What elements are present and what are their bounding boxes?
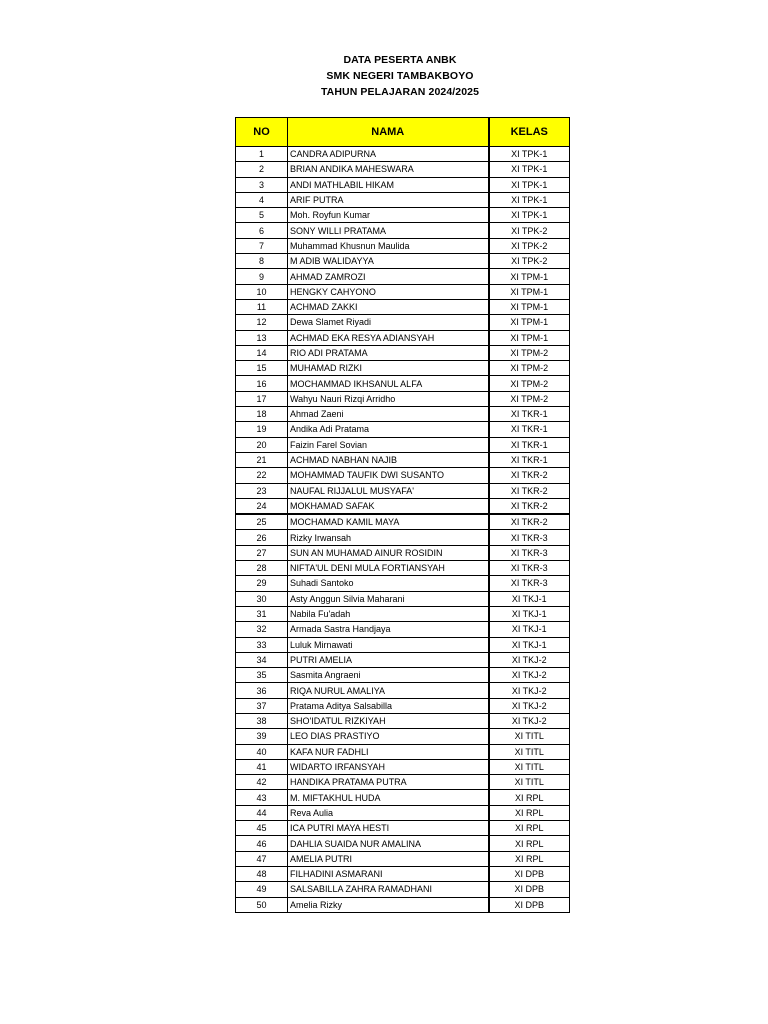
- table-row: [236, 561, 570, 576]
- table-row: [236, 407, 570, 422]
- table-row: [236, 498, 570, 514]
- class-cell: XI TPK-1: [489, 192, 570, 207]
- table-row: [236, 437, 570, 452]
- row-number-cell: 44: [236, 805, 288, 820]
- row-number-cell: 17: [236, 391, 288, 406]
- class-cell: XI TKR-3: [489, 530, 570, 545]
- student-name-cell: Dewa Slamet Riyadi: [288, 315, 489, 330]
- class-cell: XI TPK-1: [489, 147, 570, 162]
- student-name-cell: LEO DIAS PRASTIYO: [288, 729, 489, 744]
- student-name-cell: Luluk Mirnawati: [288, 637, 489, 652]
- class-cell: XI TKR-2: [489, 514, 570, 530]
- student-name-cell: Nabila Fu'adah: [288, 606, 489, 621]
- participant-table: [235, 117, 570, 913]
- class-cell: XI TPM-2: [489, 376, 570, 391]
- row-number-cell: 46: [236, 836, 288, 851]
- row-number-cell: 37: [236, 698, 288, 713]
- table-row: [236, 683, 570, 698]
- row-number-cell: 23: [236, 483, 288, 498]
- row-number-cell: 39: [236, 729, 288, 744]
- class-cell: XI TPM-2: [489, 345, 570, 360]
- class-cell: XI TPM-1: [489, 315, 570, 330]
- student-name-cell: RIQA NURUL AMALIYA: [288, 683, 489, 698]
- school-name: SMK NEGERI TAMBAKBOYO: [326, 70, 474, 82]
- table-row: [236, 591, 570, 606]
- table-header-row: [236, 118, 570, 147]
- table-row: [236, 315, 570, 330]
- row-number-cell: 47: [236, 851, 288, 866]
- student-name-cell: BRIAN ANDIKA MAHESWARA: [288, 162, 489, 177]
- class-cell: XI TPM-1: [489, 284, 570, 299]
- table-row: [236, 422, 570, 437]
- table-row: [236, 468, 570, 483]
- row-number-cell: 45: [236, 821, 288, 836]
- student-name-cell: SONY WILLI PRATAMA: [288, 223, 489, 238]
- class-cell: XI TPM-1: [489, 299, 570, 314]
- class-cell: XI TPK-1: [489, 177, 570, 192]
- student-name-cell: ACHMAD ZAKKI: [288, 299, 489, 314]
- table-row: [236, 698, 570, 713]
- class-cell: XI TKJ-2: [489, 668, 570, 683]
- class-cell: XI DPB: [489, 897, 570, 912]
- class-cell: XI TPM-2: [489, 391, 570, 406]
- table-row: [236, 514, 570, 530]
- row-number-cell: 9: [236, 269, 288, 284]
- table-row: [236, 622, 570, 637]
- row-number-cell: 27: [236, 545, 288, 560]
- row-number-cell: 2: [236, 162, 288, 177]
- row-number-cell: 24: [236, 498, 288, 514]
- row-number-cell: 16: [236, 376, 288, 391]
- student-name-cell: AHMAD ZAMROZI: [288, 269, 489, 284]
- table-row: [236, 361, 570, 376]
- student-name-cell: Rizky Irwansah: [288, 530, 489, 545]
- student-name-cell: MOCHAMMAD IKHSANUL ALFA: [288, 376, 489, 391]
- class-cell: XI TKJ-2: [489, 698, 570, 713]
- class-cell: XI TPK-2: [489, 223, 570, 238]
- student-name-cell: Armada Sastra Handjaya: [288, 622, 489, 637]
- table-row: [236, 729, 570, 744]
- row-number-cell: 13: [236, 330, 288, 345]
- student-name-cell: ACHMAD NABHAN NAJIB: [288, 452, 489, 467]
- class-cell: XI TPK-2: [489, 238, 570, 253]
- table-row: [236, 238, 570, 253]
- table-row: [236, 330, 570, 345]
- student-name-cell: AMELIA PUTRI: [288, 851, 489, 866]
- student-name-cell: Reva Aulia: [288, 805, 489, 820]
- student-name-cell: DAHLIA SUAIDA NUR AMALINA: [288, 836, 489, 851]
- class-cell: XI TKR-3: [489, 545, 570, 560]
- row-number-cell: 49: [236, 882, 288, 897]
- class-cell: XI TKR-2: [489, 483, 570, 498]
- class-cell: XI RPL: [489, 836, 570, 851]
- student-name-cell: NIFTA'UL DENI MULA FORTIANSYAH: [288, 561, 489, 576]
- student-name-cell: FILHADINI ASMARANI: [288, 866, 489, 881]
- table-row: [236, 452, 570, 467]
- row-number-cell: 43: [236, 790, 288, 805]
- student-name-cell: HANDIKA PRATAMA PUTRA: [288, 775, 489, 790]
- table-row: [236, 851, 570, 866]
- table-row: [236, 299, 570, 314]
- student-name-cell: KAFA NUR FADHLI: [288, 744, 489, 759]
- table-row: [236, 545, 570, 560]
- class-cell: XI TKR-3: [489, 561, 570, 576]
- table-row: [236, 269, 570, 284]
- class-cell: XI TKJ-2: [489, 713, 570, 728]
- student-name-cell: Asty Anggun Silvia Maharani: [288, 591, 489, 606]
- row-number-cell: 3: [236, 177, 288, 192]
- student-name-cell: Andika Adi Pratama: [288, 422, 489, 437]
- class-cell: XI TPM-1: [489, 269, 570, 284]
- student-name-cell: SHO'IDATUL RIZKIYAH: [288, 713, 489, 728]
- student-name-cell: SALSABILLA ZAHRA RAMADHANI: [288, 882, 489, 897]
- class-cell: XI TPK-1: [489, 208, 570, 223]
- table-row: [236, 668, 570, 683]
- class-cell: XI TITL: [489, 775, 570, 790]
- table-row: [236, 192, 570, 207]
- row-number-cell: 26: [236, 530, 288, 545]
- student-name-cell: ICA PUTRI MAYA HESTI: [288, 821, 489, 836]
- student-name-cell: Pratama Aditya Salsabilla: [288, 698, 489, 713]
- table-row: [236, 897, 570, 912]
- row-number-cell: 50: [236, 897, 288, 912]
- row-number-cell: 28: [236, 561, 288, 576]
- row-number-cell: 7: [236, 238, 288, 253]
- document-title: DATA PESERTA ANBK: [343, 54, 457, 66]
- class-cell: XI TPM-2: [489, 361, 570, 376]
- table-row: [236, 713, 570, 728]
- table-row: [236, 866, 570, 881]
- row-number-cell: 30: [236, 591, 288, 606]
- student-name-cell: Suhadi Santoko: [288, 576, 489, 591]
- table-row: [236, 376, 570, 391]
- class-cell: XI TKR-1: [489, 452, 570, 467]
- row-number-cell: 32: [236, 622, 288, 637]
- row-number-cell: 4: [236, 192, 288, 207]
- row-number-cell: 21: [236, 452, 288, 467]
- student-name-cell: ARIF PUTRA: [288, 192, 489, 207]
- table-row: [236, 530, 570, 545]
- table-row: [236, 652, 570, 667]
- document-title-block: [0, 52, 768, 100]
- student-name-cell: PUTRI AMELIA: [288, 652, 489, 667]
- table-body: [236, 147, 570, 913]
- row-number-cell: 35: [236, 668, 288, 683]
- table-row: [236, 576, 570, 591]
- class-cell: XI RPL: [489, 821, 570, 836]
- student-name-cell: Moh. Royfun Kumar: [288, 208, 489, 223]
- table-row: [236, 759, 570, 774]
- column-header-no: NO: [236, 118, 288, 147]
- row-number-cell: 40: [236, 744, 288, 759]
- table-row: [236, 147, 570, 162]
- table-row: [236, 882, 570, 897]
- row-number-cell: 10: [236, 284, 288, 299]
- table-row: [236, 254, 570, 269]
- row-number-cell: 12: [236, 315, 288, 330]
- row-number-cell: 48: [236, 866, 288, 881]
- table-row: [236, 177, 570, 192]
- student-name-cell: HENGKY CAHYONO: [288, 284, 489, 299]
- table-row: [236, 805, 570, 820]
- student-name-cell: MOKHAMAD SAFAK: [288, 498, 489, 514]
- class-cell: XI TPM-1: [489, 330, 570, 345]
- row-number-cell: 19: [236, 422, 288, 437]
- class-cell: XI TITL: [489, 759, 570, 774]
- table-row: [236, 775, 570, 790]
- student-name-cell: M ADIB WALIDAYYA: [288, 254, 489, 269]
- student-name-cell: M. MIFTAKHUL HUDA: [288, 790, 489, 805]
- row-number-cell: 11: [236, 299, 288, 314]
- row-number-cell: 18: [236, 407, 288, 422]
- table-row: [236, 223, 570, 238]
- table-row: [236, 284, 570, 299]
- academic-year: TAHUN PELAJARAN 2024/2025: [320, 86, 480, 98]
- table-row: [236, 790, 570, 805]
- class-cell: XI TPK-1: [489, 162, 570, 177]
- row-number-cell: 20: [236, 437, 288, 452]
- table-row: [236, 744, 570, 759]
- class-cell: XI TKR-3: [489, 576, 570, 591]
- class-cell: XI TKJ-1: [489, 591, 570, 606]
- student-name-cell: Ahmad Zaeni: [288, 407, 489, 422]
- table-row: [236, 637, 570, 652]
- class-cell: XI TKR-2: [489, 498, 570, 514]
- class-cell: XI TKR-1: [489, 407, 570, 422]
- class-cell: XI RPL: [489, 851, 570, 866]
- student-name-cell: WIDARTO IRFANSYAH: [288, 759, 489, 774]
- class-cell: XI TKJ-1: [489, 637, 570, 652]
- row-number-cell: 14: [236, 345, 288, 360]
- student-name-cell: Wahyu Nauri Rizqi Arridho: [288, 391, 489, 406]
- table-row: [236, 606, 570, 621]
- row-number-cell: 1: [236, 147, 288, 162]
- row-number-cell: 41: [236, 759, 288, 774]
- student-name-cell: Sasmita Angraeni: [288, 668, 489, 683]
- class-cell: XI RPL: [489, 790, 570, 805]
- class-cell: XI DPB: [489, 866, 570, 881]
- table-row: [236, 483, 570, 498]
- row-number-cell: 15: [236, 361, 288, 376]
- row-number-cell: 42: [236, 775, 288, 790]
- class-cell: XI TKJ-1: [489, 622, 570, 637]
- student-name-cell: SUN AN MUHAMAD AINUR ROSIDIN: [288, 545, 489, 560]
- class-cell: XI TITL: [489, 744, 570, 759]
- student-name-cell: Faizin Farel Sovian: [288, 437, 489, 452]
- class-cell: XI RPL: [489, 805, 570, 820]
- class-cell: XI TITL: [489, 729, 570, 744]
- class-cell: XI TKR-2: [489, 468, 570, 483]
- class-cell: XI TKR-1: [489, 437, 570, 452]
- row-number-cell: 5: [236, 208, 288, 223]
- student-name-cell: RIO ADI PRATAMA: [288, 345, 489, 360]
- student-name-cell: MOCHAMAD KAMIL MAYA: [288, 514, 489, 530]
- student-name-cell: ANDI MATHLABIL HIKAM: [288, 177, 489, 192]
- class-cell: XI TKJ-1: [489, 606, 570, 621]
- row-number-cell: 6: [236, 223, 288, 238]
- student-name-cell: ACHMAD EKA RESYA ADIANSYAH: [288, 330, 489, 345]
- class-cell: XI DPB: [489, 882, 570, 897]
- row-number-cell: 22: [236, 468, 288, 483]
- student-name-cell: MOHAMMAD TAUFIK DWI SUSANTO: [288, 468, 489, 483]
- student-name-cell: CANDRA ADIPURNA: [288, 147, 489, 162]
- student-name-cell: NAUFAL RIJJALUL MUSYAFA': [288, 483, 489, 498]
- table-row: [236, 162, 570, 177]
- class-cell: XI TKJ-2: [489, 652, 570, 667]
- student-name-cell: Muhammad Khusnun Maulida: [288, 238, 489, 253]
- table-row: [236, 391, 570, 406]
- row-number-cell: 36: [236, 683, 288, 698]
- class-cell: XI TKJ-2: [489, 683, 570, 698]
- student-name-cell: Amelia Rizky: [288, 897, 489, 912]
- column-header-kelas: KELAS: [489, 118, 570, 147]
- row-number-cell: 29: [236, 576, 288, 591]
- column-header-nama: NAMA: [288, 118, 489, 147]
- table-row: [236, 208, 570, 223]
- table-row: [236, 836, 570, 851]
- row-number-cell: 34: [236, 652, 288, 667]
- row-number-cell: 25: [236, 514, 288, 530]
- table-row: [236, 345, 570, 360]
- student-name-cell: MUHAMAD RIZKI: [288, 361, 489, 376]
- row-number-cell: 38: [236, 713, 288, 728]
- row-number-cell: 31: [236, 606, 288, 621]
- class-cell: XI TKR-1: [489, 422, 570, 437]
- row-number-cell: 8: [236, 254, 288, 269]
- row-number-cell: 33: [236, 637, 288, 652]
- table-row: [236, 821, 570, 836]
- class-cell: XI TPK-2: [489, 254, 570, 269]
